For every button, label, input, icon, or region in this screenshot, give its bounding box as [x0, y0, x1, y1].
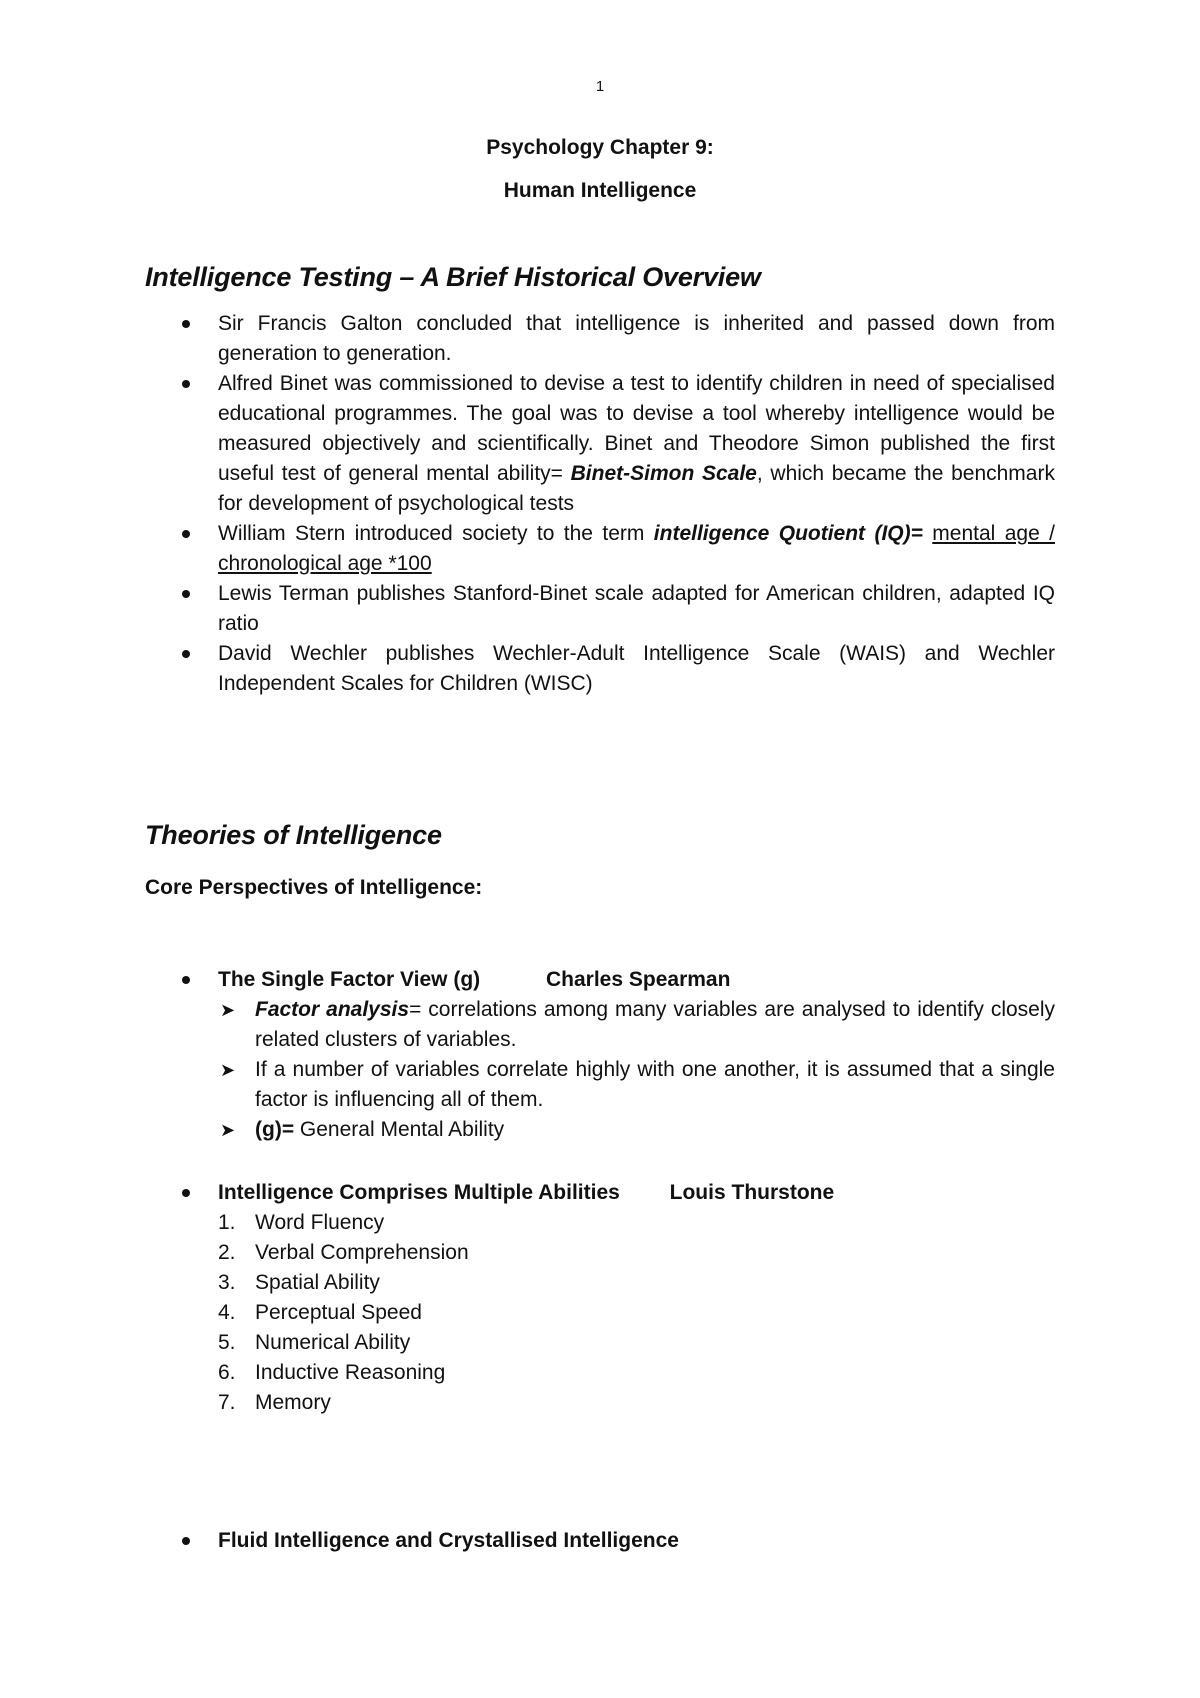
point-text: = correlations among many variables are analysed to identify closely related clusters of variables. [255, 998, 1056, 1051]
item-label: Verbal Comprehension [255, 1241, 469, 1264]
list-item [218, 1388, 1055, 1418]
list-item [145, 1178, 1055, 1418]
term-g: (g)= [255, 1118, 295, 1141]
point-text: General Mental Ability [294, 1118, 505, 1141]
list-item [145, 519, 1055, 579]
bullet-icon [182, 320, 190, 328]
term-binet-simon: Binet-Simon Scale [570, 462, 757, 485]
iq-formula: mental age / chronological age *100 [218, 522, 1055, 575]
list-item [218, 1328, 1055, 1358]
single-factor-title: The Single Factor View (g) [218, 968, 481, 991]
list-item [218, 1358, 1055, 1388]
bullet-icon [182, 1189, 190, 1197]
item-number: 1. [218, 1211, 236, 1234]
item-number: 2. [218, 1241, 236, 1264]
single-factor-author: Charles Spearman [546, 968, 731, 991]
item-number: 7. [218, 1391, 236, 1414]
item-label: Perceptual Speed [255, 1301, 422, 1324]
item-label: Numerical Ability [255, 1331, 411, 1354]
point-text: If a number of variables correlate highly with one another, it is assumed that a single factor is influencing all of them. [255, 1058, 1055, 1111]
list-item [145, 639, 1055, 699]
list-item [218, 1268, 1055, 1298]
list-item [218, 995, 1055, 1055]
arrow-icon: ➤ [220, 1060, 236, 1080]
history-bullet-list [145, 309, 1055, 699]
list-item [218, 1055, 1055, 1115]
list-item [145, 309, 1055, 369]
item-number: 4. [218, 1301, 236, 1324]
bullet-text-continued: , which became the benchmark for development of psychological tests [218, 462, 1055, 515]
item-number: 3. [218, 1271, 236, 1294]
multiple-abilities-title: Intelligence Comprises Multiple Abilities [218, 1181, 620, 1204]
list-item [145, 1526, 1055, 1556]
section-heading-theories: Theories of Intelligence [145, 820, 442, 850]
fluid-crystallised-title: Fluid Intelligence and Crystallised Intelligence [218, 1529, 679, 1552]
bullet-icon [182, 590, 190, 598]
page-number: 1 [595, 78, 605, 95]
fluid-crystallised-list [145, 1526, 1055, 1556]
term-factor-analysis: Factor analysis [255, 998, 410, 1021]
list-item [218, 1115, 1055, 1145]
item-label: Memory [255, 1391, 331, 1414]
list-item [145, 965, 1055, 1145]
primary-abilities-list [218, 1208, 1055, 1418]
bullet-text: William Stern introduced society to the term [218, 522, 645, 545]
bullet-icon [182, 530, 190, 538]
bullet-icon [182, 380, 190, 388]
item-label: Inductive Reasoning [255, 1361, 446, 1384]
bullet-icon [182, 1537, 190, 1545]
bullet-text: David Wechler publishes Wechler-Adult Intelligence Scale (WAIS) and Wechler Independent Scales for Children (WISC) [218, 642, 1055, 695]
document-title: Psychology Chapter 9: [486, 136, 714, 159]
list-item [145, 369, 1055, 519]
list-item [218, 1208, 1055, 1238]
term-iq: intelligence Quotient (IQ)= [653, 522, 923, 545]
single-factor-heading [218, 965, 1055, 995]
subheading-core-perspectives: Core Perspectives of Intelligence: [145, 876, 483, 899]
single-factor-list [145, 965, 1055, 1145]
item-number: 5. [218, 1331, 236, 1354]
document-subtitle: Human Intelligence [503, 179, 697, 202]
bullet-icon [182, 976, 190, 984]
multiple-abilities-list [145, 1178, 1055, 1418]
single-factor-points [218, 995, 1055, 1145]
list-item [145, 579, 1055, 639]
multiple-abilities-heading [218, 1178, 1055, 1208]
arrow-icon: ➤ [220, 1120, 236, 1140]
section-heading-history: Intelligence Testing – A Brief Historical Overview [145, 262, 761, 292]
item-label: Spatial Ability [255, 1271, 380, 1294]
arrow-icon: ➤ [220, 1000, 236, 1020]
multiple-abilities-author: Louis Thurstone [669, 1181, 835, 1204]
bullet-text: Alfred Binet was commissioned to devise a test to identify children in need of specialised educational programmes. The goal was to devise a tool whereby intelligence would be measured objectively and scientifically. Binet and Theodore Simon published the first useful test of general mental ability= [218, 372, 1055, 485]
item-number: 6. [218, 1361, 236, 1384]
list-item [218, 1238, 1055, 1268]
list-item [218, 1298, 1055, 1328]
bullet-text: Sir Francis Galton concluded that intelligence is inherited and passed down from generation to generation. [218, 312, 1055, 365]
bullet-icon [182, 650, 190, 658]
item-label: Word Fluency [255, 1211, 385, 1234]
bullet-text: Lewis Terman publishes Stanford-Binet scale adapted for American children, adapted IQ ratio [218, 582, 1055, 635]
